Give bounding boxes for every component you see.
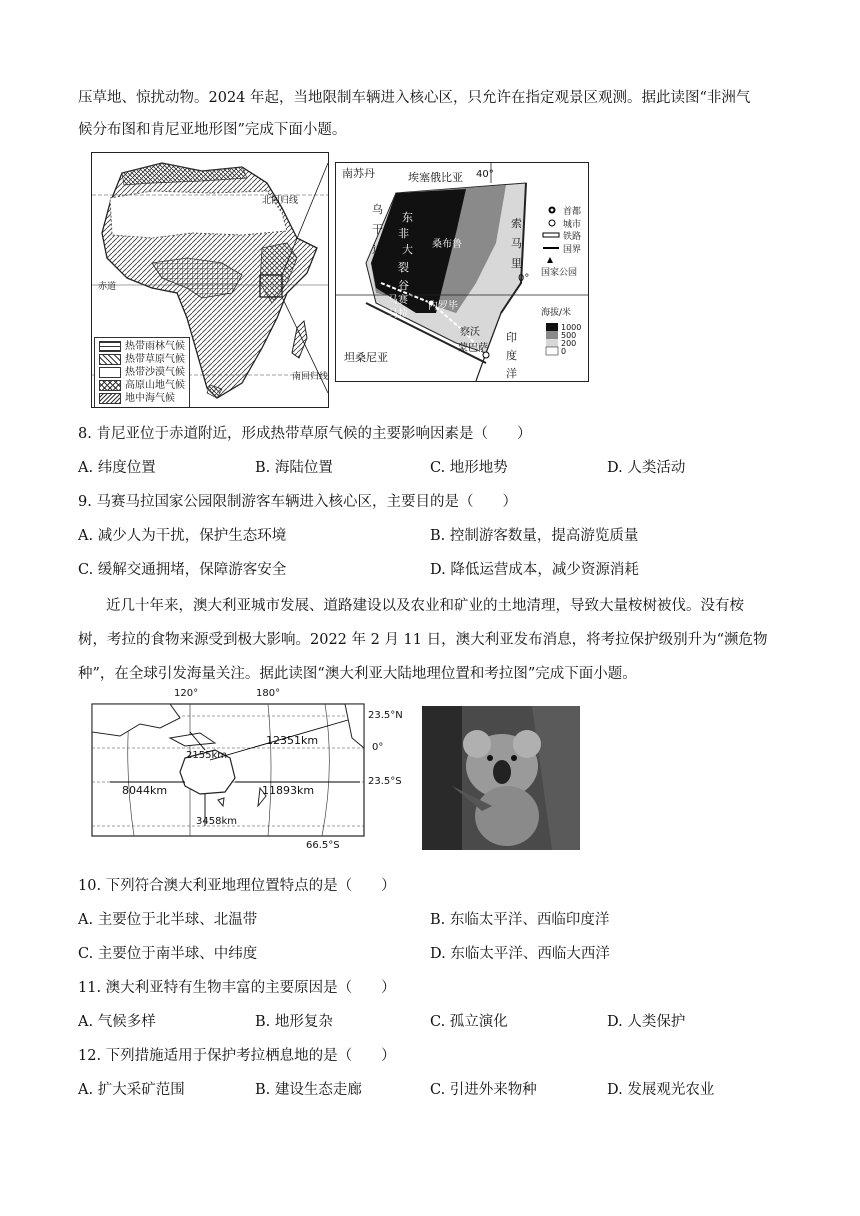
q11-option-d[interactable]: D. 人类保护 [607,1014,686,1030]
q10-option-a[interactable]: A. 主要位于北半球、北温带 [78,912,258,928]
q10-option-b[interactable]: B. 东临太平洋、西临印度洋 [430,912,610,928]
desert-swatch [99,367,121,378]
mombasa-label: 蒙巴萨 [458,343,488,354]
distance-11893: 11893km [262,784,315,797]
q8-option-b[interactable]: B. 海陆位置 [255,460,333,476]
ethiopia-label: 埃塞俄比亚 [408,171,463,184]
q9-option-b[interactable]: B. 控制游客数量，提高游览质量 [430,528,639,544]
q10-option-d[interactable]: D. 东临太平洋、西临大西洋 [430,946,610,962]
q12-stem: 12. 下列措施适用于保护考拉栖息地的是（ ） [78,1048,396,1064]
australia-location-map [90,688,410,868]
masai-label-1: 马赛 [388,295,408,306]
kenya-topo-map [335,162,589,382]
distance-8044: 8044km [122,784,168,797]
koala-drawing [422,706,580,850]
equator-label: 赤道 [98,282,117,292]
nairobi-label: 内罗毕 [428,301,458,312]
q8-option-a[interactable]: A. 纬度位置 [78,460,156,476]
madagascar [292,321,307,358]
mediterranean-swatch [99,393,121,404]
legend-park: 国家公园 [541,268,578,278]
distance-2155: 2155km [186,750,227,761]
q11-option-c[interactable]: C. 孤立演化 [430,1014,508,1030]
tropic-s-label: 南回归线 [292,372,329,382]
ocean-label-2: 度 [506,349,517,362]
q8-option-d[interactable]: D. 人类活动 [607,460,686,476]
intro-line-1: 压草地、惊扰动物。2024 年起，当地限制车辆进入核心区，只允许在指定观景区观测。据此读图“非洲气 [78,90,751,106]
south-sudan-label: 南苏丹 [342,167,375,180]
legend-city: 城市 [563,220,582,230]
q10-stem: 10. 下列符合澳大利亚地理位置特点的是（ ） [78,878,396,894]
legend-border: 国界 [563,245,582,255]
lat-23n-label: 23.5°N [368,710,403,721]
legend-desert [99,366,185,379]
lon-40-label: 40° [476,169,494,180]
legend-railway: 铁路 [563,232,582,242]
australia-map-drawing [90,688,410,868]
legend-label: 热带草原气候 [125,354,185,365]
distance-3458: 3458km [196,816,237,827]
africa-legend [94,337,190,408]
rift-label-4: 裂 [398,261,409,274]
legend-label: 高原山地气候 [125,380,185,391]
savanna-swatch [99,354,121,365]
ocean-label-1: 印 [506,331,517,344]
highland-swatch [99,380,121,391]
q9-stem: 9. 马赛马拉国家公园限制游客车辆进入核心区，主要目的是（ ） [78,494,517,510]
q11-option-b[interactable]: B. 地形复杂 [255,1014,333,1030]
rainforest-swatch [99,341,121,352]
intro-line-2: 候分布图和肯尼亚地形图”完成下面小题。 [78,122,347,138]
elevation-title: 海拔/米 [541,308,572,318]
tropic-n-label: 北回归线 [262,196,299,206]
uganda-label-1: 乌 [372,203,383,216]
legend-rainforest [99,340,185,353]
somalia-label-2: 马 [511,237,522,250]
lat-66s-label: 66.5°S [306,840,340,851]
koala-photo [422,706,580,850]
uganda-label-3: 达 [372,243,383,256]
uganda-label-2: 干 [372,223,383,236]
legend-highland [99,379,185,392]
legend-capital: 首都 [563,207,582,217]
desert-zone [110,191,287,238]
somalia-label-1: 索 [511,217,522,230]
q12-option-b[interactable]: B. 建设生态走廊 [255,1082,362,1098]
africa-climate-map [91,152,329,408]
q10-option-c[interactable]: C. 主要位于南半球、中纬度 [78,946,258,962]
q12-option-c[interactable]: C. 引进外来物种 [430,1082,537,1098]
q12-option-d[interactable]: D. 发展观光农业 [607,1082,715,1098]
q8-option-c[interactable]: C. 地形地势 [430,460,508,476]
rift-label-2: 非 [398,227,409,240]
masai-label-2: 马拉 [388,309,408,320]
lon-120-label: 120° [174,688,199,699]
lat-23s-label: 23.5°S [368,776,402,787]
samburu-label: 桑布鲁 [432,239,462,250]
q11-option-a[interactable]: A. 气候多样 [78,1014,156,1030]
ocean-label-3: 洋 [506,367,517,380]
legend-label: 热带沙漠气候 [125,367,185,378]
q12-option-a[interactable]: A. 扩大采矿范围 [78,1082,185,1098]
rift-label-5: 谷 [398,279,409,292]
lat-0-label: 0° [518,273,530,284]
q9-option-c[interactable]: C. 缓解交通拥堵，保障游客安全 [78,562,287,578]
elev-1000: 1000 [561,323,582,332]
somalia-label-3: 里 [511,257,522,270]
q8-stem: 8. 肯尼亚位于赤道附近，形成热带草原气候的主要影响因素是（ ） [78,426,532,442]
lon-180-label: 180° [256,688,281,699]
rift-label-1: 东 [402,211,413,224]
tsavo-label: 察沃 [460,327,480,338]
passage2-line-2: 树，考拉的食物来源受到极大影响。2022 年 2 月 11 日，澳大利亚发布消息，将考拉保护级别升为“濒危物 [78,632,768,648]
legend-savanna [99,353,185,366]
q11-stem: 11. 澳大利亚特有生物丰富的主要原因是（ ） [78,980,396,996]
elev-200: 200 [561,339,577,348]
q9-option-a[interactable]: A. 减少人为干扰，保护生态环境 [78,528,287,544]
elev-0: 0 [561,347,567,356]
passage2-line-1: 近几十年来，澳大利亚城市发展、道路建设以及农业和矿业的土地清理，导致大量桉树被伐。没有桉 [106,598,744,614]
legend-label: 地中海气候 [125,393,175,404]
legend-mediterranean [99,392,185,405]
legend-label: 热带雨林气候 [125,341,185,352]
q9-option-d[interactable]: D. 降低运营成本，减少资源消耗 [430,562,639,578]
lat-0-label: 0° [372,742,384,753]
distance-12351: 12351km [266,734,319,747]
rift-label-3: 大 [402,243,413,256]
tanzania-label: 坦桑尼亚 [344,351,388,364]
passage2-line-3: 种”，在全球引发海量关注。据此读图“澳大利亚大陆地理位置和考拉图”完成下面小题。 [78,666,637,682]
elev-500: 500 [561,331,577,340]
